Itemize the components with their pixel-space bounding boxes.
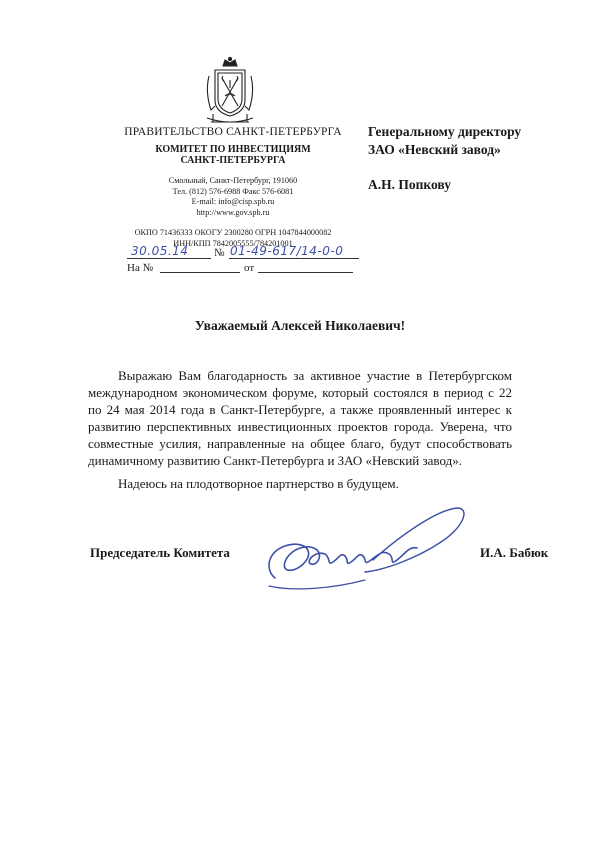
coat-of-arms-emblem (203, 56, 257, 126)
registry-codes: ОКПО 71436333 ОКОГУ 2300280 ОГРН 1047844000082 (134, 228, 332, 237)
letterhead (110, 126, 356, 249)
body-paragraph: Надеюсь на плодотворное партнерство в будущем. (118, 476, 399, 491)
number-sign: № (214, 247, 225, 259)
reply-number-blank (160, 262, 240, 273)
reply-number-label: На № (127, 262, 154, 274)
outgoing-number: 01-49-617/14-0-0 (230, 244, 344, 258)
committee-name-line2: САНКТ-ПЕТЕРБУРГА (180, 155, 286, 166)
handwritten-signature (245, 500, 475, 600)
outgoing-date: 30.05.14 (131, 244, 189, 258)
greeting: Уважаемый Алексей Николаевич! (194, 318, 406, 333)
reply-from-label: от (244, 262, 255, 274)
reply-date-blank (258, 262, 353, 273)
letter-body (88, 367, 512, 492)
committee-name-line1: КОМИТЕТ ПО ИНВЕСТИЦИЯМ (155, 144, 311, 155)
recipient-company: ЗАО «Невский завод» (368, 142, 501, 157)
website: http://www.gov.spb.ru (196, 207, 270, 217)
phone-fax: Тел. (812) 576-6988 Факс 576-6081 (172, 186, 294, 196)
address: Смольный, Санкт-Петербург, 191060 (168, 176, 298, 185)
signatory-name: И.А. Бабюк (480, 545, 549, 560)
inn-kpp: ИНН/КПП 7842005555/784201001 (173, 238, 293, 248)
body-paragraph: Выражаю Вам благодарность за активное участие в Петербургском международном экономическом форуме, который состоялся в период с 22 по 24 мая 2014 года в Санкт-Петербурге, а также проявленный интерес к развитию перспективных инвестиционных проектов города. Уверена, что совместные усилия, направленные на общее благо, будут способствовать динамичному развитию Санкт-Петербурга и ЗАО «Невский завод». (88, 368, 512, 468)
government-title: ПРАВИТЕЛЬСТВО САНКТ-ПЕТЕРБУРГА (124, 126, 342, 138)
email: E-mail: info@cisp.spb.ru (191, 197, 275, 206)
recipient-name: А.Н. Попкову (368, 177, 451, 192)
recipient-position: Генеральному директору (368, 124, 522, 139)
signatory-title: Председатель Комитета (90, 545, 230, 560)
recipient-block (368, 123, 588, 194)
